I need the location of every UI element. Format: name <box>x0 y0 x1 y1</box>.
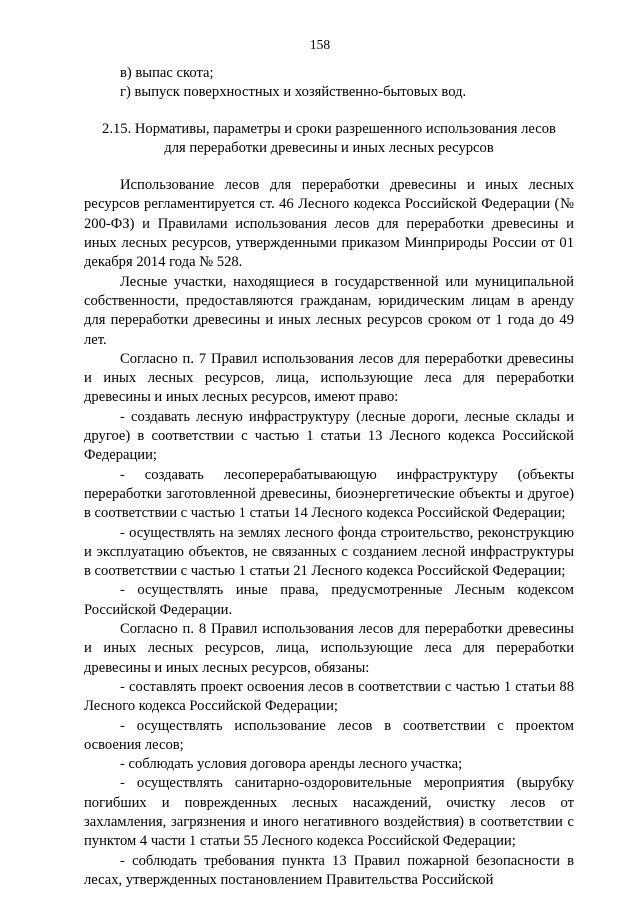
document-body <box>84 64 574 890</box>
list-item: - создавать лесную инфраструктуру (лесные дороги, лесные склады и другое) в соответствии с частью 1 статьи 13 Лесного кодекса Российской Федерации; <box>84 408 574 464</box>
list-item-top: в) выпас скота; <box>120 65 214 81</box>
section-heading <box>84 120 574 159</box>
section-heading-line: для переработки древесины и иных лесных ресурсов <box>164 139 494 156</box>
list-item: - осуществлять иные права, предусмотренные Лесным кодексом Российской Федерации. <box>84 582 574 618</box>
paragraph: Согласно п. 8 Правил использования лесов для переработки древесины и иных лесных ресурсов, лица, использующие леса для переработки древесины и иных лесных ресурсов, обязаны: <box>84 621 574 676</box>
list-item: - осуществлять использование лесов в соответствии с проектом освоения лесов; <box>84 717 574 753</box>
list-item: - составлять проект освоения лесов в соответствии с частью 1 статьи 88 Лесного кодекса Российской Федерации; <box>84 678 574 715</box>
list-item-top: г) выпуск поверхностных и хозяйственно-бытовых вод. <box>120 84 467 101</box>
page-number: 158 <box>309 37 331 52</box>
paragraph: Использование лесов для переработки древесины и иных лесных ресурсов регламентируется ст. 46 Лесного кодекса Российской Федерации (№ 200-ФЗ) и Правилами использования лесов для переработки древесины и иных лесных ресурсов, утвержденными приказом Минприроды России от 01 декабря 2014 года № 528. <box>84 177 574 271</box>
list-item: - осуществлять на землях лесного фонда строительство, реконструкцию и эксплуатацию объектов, не связанных с созданием лесной инфраструктуры в соответствии с частью 1 статьи 21 Лесного кодекса Российской Федерации; <box>84 524 574 580</box>
list-item: - осуществлять санитарно-оздоровительные мероприятия (вырубку погибших и поврежденных лесных насаждений, очистку лесов от захламления, загрязнения и иного негативного воздействия) в соответствии с пунктом 4 части 1 статьи 55 Лесного кодекса Российской Федерации; <box>84 775 574 850</box>
paragraph: Согласно п. 7 Правил использования лесов для переработки древесины и иных лесных ресурсов, лица, использующие леса для переработки древесины и иных лесных ресурсов, имеют право: <box>84 350 574 406</box>
section-heading-line: 2.15. Нормативы, параметры и сроки разрешенного использования лесов <box>102 120 556 137</box>
list-item: - соблюдать требования пункта 13 Правил пожарной безопасности в лесах, утвержденных постановлением Правительства Российской <box>84 852 574 888</box>
paragraph: Лесные участки, находящиеся в государственной или муниципальной собственности, предоставляются гражданам, юридическим лицам в аренду для переработки древесины и иных лесных ресурсов сроком от 1 года до 49 лет. <box>84 273 574 348</box>
list-item: - создавать лесоперерабатывающую инфраструктуру (объекты переработки заготовленной древесины, биоэнергетические объекты и другое) в соответствии с частью 1 статьи 14 Лесного кодекса Российской Федерации; <box>84 466 574 522</box>
list-item: - соблюдать условия договора аренды лесного участка; <box>120 756 463 773</box>
